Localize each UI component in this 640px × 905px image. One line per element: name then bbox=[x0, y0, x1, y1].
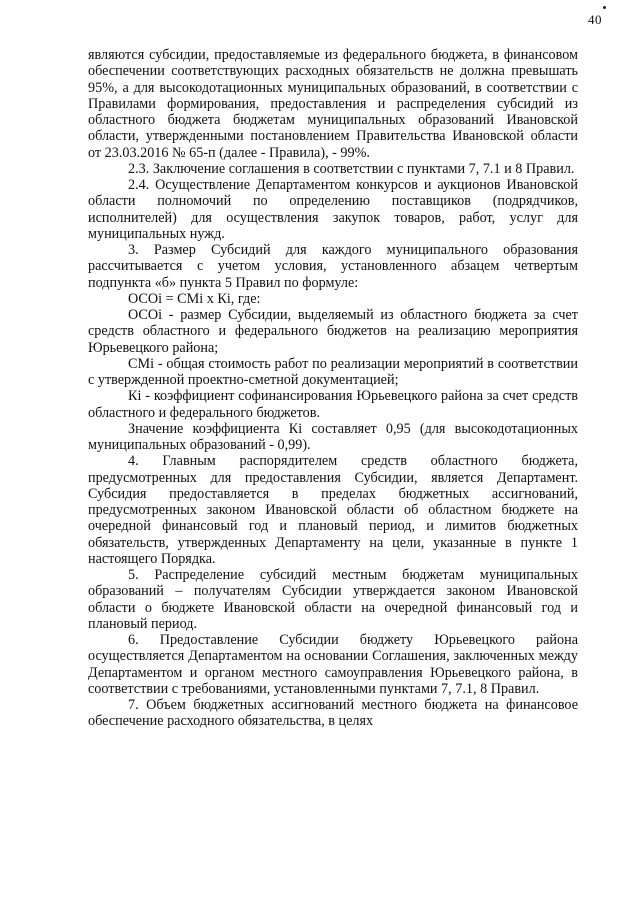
paragraph: 2.3. Заключение соглашения в соответствии с пунктами 7, 7.1 и 8 Правил. bbox=[128, 160, 575, 177]
paragraph: 4. Главным распорядителем средств областного бюджета, предусмотренных для предоставления Субсидии, является Департамент. Субсидия предоставляется в пределах бюджетных ассигнований, предусмотренных законом Ивановской области об областном бюджете на очередной финансовый год и плановый период, и лимитов бюджетных обязательств, утвержденных Департаменту на цели, указанные в пункте 1 настоящего Порядка. bbox=[88, 453, 578, 567]
paragraph: Кi - коэффициент софинансирования Юрьевецкого района за счет средств областного и федерального бюджетов. bbox=[88, 388, 578, 421]
paragraph: Значение коэффициента Кi составляет 0,95 (для высокодотационных муниципальных образований - 0,99). bbox=[88, 420, 578, 453]
paragraph: ОСОi - размер Субсидии, выделяемый из областного бюджета за счет средств областного и федерального бюджетов на реализацию мероприятия Юрьевецкого района; bbox=[88, 307, 578, 356]
paragraph: 6. Предоставление Субсидии бюджету Юрьевецкого района осуществляется Департаментом на основании Соглашения, заключенных между Департаментом и органом местного самоуправления Юрьевецкого района, в соответствии с требованиями, установленными пунктами 7, 7.1, 8 Правил. bbox=[88, 632, 578, 697]
paragraph: 3. Размер Субсидий для каждого муниципального образования рассчитывается с учетом условия, установленного абзацем четвертым подпункта «б» пункта 5 Правил по формуле: bbox=[88, 242, 578, 291]
paragraph: 2.4. Осуществление Департаментом конкурсов и аукционов Ивановской области полномочий по определению поставщиков (подрядчиков, исполнителей) для осуществления закупок товаров, работ, услуг для муниципальных нужд. bbox=[88, 177, 578, 242]
paragraph: СМi - общая стоимость работ по реализации мероприятий в соответствии с утвержденной проектно-сметной документацией; bbox=[88, 355, 578, 388]
body-text bbox=[88, 47, 578, 730]
page-number: 40 bbox=[588, 12, 602, 27]
paragraph: 5. Распределение субсидий местным бюджетам муниципальных образований – получателям Субсидии утверждается законом Ивановской области о бюджете Ивановской области на очередной финансовый год и плановый период. bbox=[88, 567, 578, 632]
formula-line: ОСОi = СМi х Кi, где: bbox=[128, 290, 261, 307]
paragraph: являются субсидии, предоставляемые из федерального бюджета, в финансовом обеспечении соответствующих расходных обязательств не должна превышать 95%, а для высокодотационных муниципальных образований, в соответствии с Правилами формирования, предоставления и распределения субсидий из областного бюджета бюджетам муниципальных образований Ивановской области, утвержденными постановлением Правительства Ивановской области от 23.03.2016 № 65-п (далее - Правила), - 99%. bbox=[88, 47, 578, 161]
scan-mark bbox=[603, 6, 606, 9]
paragraph: 7. Объем бюджетных ассигнований местного бюджета на финансовое обеспечение расходного обязательства, в целях bbox=[88, 697, 578, 730]
